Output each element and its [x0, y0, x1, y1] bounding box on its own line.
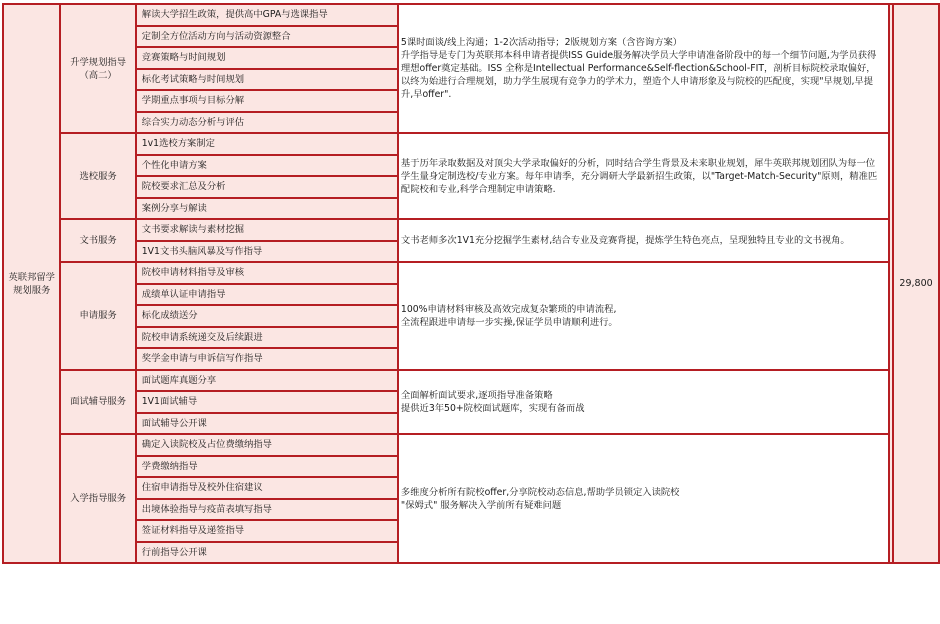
- service-item-cell: 1v1选校方案制定: [136, 133, 398, 155]
- category-cell: 升学规划指导 （高二）: [60, 4, 135, 133]
- category-cell: 入学指导服务: [60, 434, 135, 563]
- description-cell: [398, 262, 889, 370]
- category-cell: 文书服务: [60, 219, 135, 262]
- description-line: 提供近3年50+院校面试题库，实现有备而战: [400, 402, 585, 414]
- category-cell: 申请服务: [60, 262, 135, 370]
- description-cell: [398, 370, 889, 435]
- description-line: 100%申请材料审核及高效完成复杂繁琐的申请流程,: [400, 303, 617, 315]
- description-line: 全面解析面试要求,逐项指导准备策略: [400, 389, 553, 401]
- service-item-cell: 确定入读院校及占位费缴纳指导: [136, 434, 398, 456]
- description-cell: [398, 4, 889, 133]
- table-row: [3, 219, 939, 241]
- service-item-cell: 学期重点事项与目标分解: [136, 90, 398, 112]
- category-cell: 面试辅导服务: [60, 370, 135, 435]
- service-item-cell: 成绩单认证申请指导: [136, 284, 398, 306]
- description-line: 升学指导是专门为英联邦本科申请者提供ISS Guide服务解决学员大学申请准备阶段中的每一个细节问题,为学员获得理想offer奠定基础。ISS 全称是Intellectual Performance&Self-flection&School-FIT，剖析目标院校录取偏好，以终为始进行合理规划，助力学生展现有竞争力的学术力，塑造个人申请形象及与院校的匹配度，实现"早规划,早提升,早offer".: [400, 50, 877, 100]
- service-item-cell: 案例分享与解读: [136, 198, 398, 220]
- service-item-cell: 住宿申请指导及校外住宿建议: [136, 477, 398, 499]
- service-item-cell: 定制全方位活动方向与活动资源整合: [136, 26, 398, 48]
- service-item-cell: 面试辅导公开课: [136, 413, 398, 435]
- service-item-cell: 解读大学招生政策，提供高中GPA与选课指导: [136, 4, 398, 26]
- description-line: 文书老师多次1V1充分挖掘学生素材,结合专业及竞赛背提，提炼学生特色亮点，呈现独特且专业的文书视角。: [400, 235, 850, 246]
- table-row: [3, 370, 939, 392]
- service-item-cell: 院校申请材料指导及审核: [136, 262, 398, 284]
- service-item-cell: 1V1文书头脑风暴及写作指导: [136, 241, 398, 263]
- description-line: 5课时面谈/线上沟通；1-2次活动指导；2版规划方案（含咨询方案）: [400, 37, 683, 48]
- service-item-cell: 院校要求汇总及分析: [136, 176, 398, 198]
- table-row: [3, 262, 939, 284]
- service-name-cell: 英联邦留学规划服务: [3, 4, 60, 563]
- service-item-cell: 签证材料指导及递签指导: [136, 520, 398, 542]
- description-line: 多维度分析所有院校offer,分享院校动态信息,帮助学员锁定入读院校: [400, 486, 680, 498]
- category-cell: 选校服务: [60, 133, 135, 219]
- service-item-cell: 行前指导公开课: [136, 542, 398, 564]
- service-item-cell: 标化成绩送分: [136, 305, 398, 327]
- table-row: [3, 133, 939, 155]
- service-item-cell: 学费缴纳指导: [136, 456, 398, 478]
- description-cell: [398, 219, 889, 262]
- service-item-cell: 奖学金申请与申诉信写作指导: [136, 348, 398, 370]
- service-item-cell: 1V1面试辅导: [136, 391, 398, 413]
- description-line: 全流程跟进申请每一步实操,保证学员申请顺利进行。: [400, 316, 618, 328]
- service-item-cell: 竞赛策略与时间规划: [136, 47, 398, 69]
- service-item-cell: 标化考试策略与时间规划: [136, 69, 398, 91]
- service-item-cell: 个性化申请方案: [136, 155, 398, 177]
- description-cell: [398, 133, 889, 219]
- service-item-cell: 面试题库真题分享: [136, 370, 398, 392]
- price-cell: 29,800: [893, 4, 939, 563]
- table-row: [3, 4, 939, 26]
- service-item-cell: 文书要求解读与素材挖掘: [136, 219, 398, 241]
- service-item-cell: 出境体验指导与疫苗表填写指导: [136, 499, 398, 521]
- service-item-cell: 综合实力动态分析与评估: [136, 112, 398, 134]
- description-line: 基于历年录取数据及对顶尖大学录取偏好的分析，同时结合学生背景及未来职业规划，犀牛英联邦规划团队为每一位学生量身定制选校/专业方案。每年申请季，充分调研大学最新招生政策，以"Target-Match-Security"原则，精准匹配院校和专业,科学合理制定申请策略.: [400, 157, 878, 195]
- table-row: [3, 434, 939, 456]
- service-table: [2, 3, 940, 564]
- description-line: "保姆式" 服务解决入学前所有疑难问题: [400, 499, 562, 511]
- description-cell: [398, 434, 889, 563]
- service-item-cell: 院校申请系统递交及后续跟进: [136, 327, 398, 349]
